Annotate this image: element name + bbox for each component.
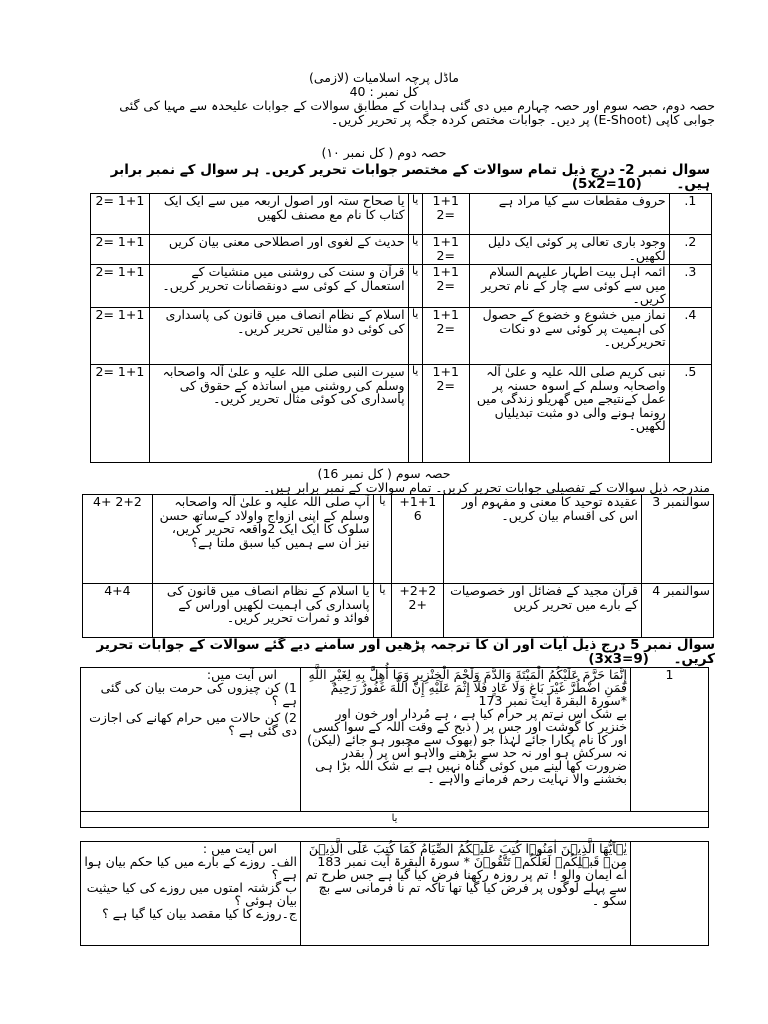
question-b: حدیث کے لغوی اور اصطلاحی معنی بیان کریں: [149, 235, 408, 265]
arabic-verse: يٰۤاَيُّهَا الَّذِيۡنَ اٰمَنُوۡا كُتِبَ عَلَيۡكُمُ الصِّيَامُ كَمَا كُتِبَ عَلَى الَّذِيۡنَ مِنۡ قَبۡلِكُمۡ لَعَلَّكُمۡ تَتَّقُوۡنَ * سورۃ البقرۃ آیت نمبر 183: [308, 841, 627, 869]
or-label: یا: [408, 194, 422, 235]
question2-instruction: سوال نمبر 2- درج ذیل تمام سوالات کے مختصر جوابات تحریر کریں۔ ہر سوال کے نمبر برابر ہیں۔: [110, 162, 710, 192]
question-b: یا صحاح ستہ اور اصول اربعہ میں سے ایک ایک کتاب کا نام مع مصنف لکھیں: [149, 194, 408, 235]
section3-instruction: مندرجہ ذیل سوالات کے تفصیلی جوابات تحریر کریں۔ تمام سوالات کے نمبر برابر ہیں۔: [263, 480, 710, 495]
sub-question: 1) کن چیزوں کی حرمت بیان کی گئی ہے ؟: [100, 680, 297, 708]
question-b: آپ صلی اللہ علیہ و علیٰ آلہ واصحابہ وسلم کے اپنی ازواج واولاد کےساتھ حسن سلوک کا ایک ایک 2واقعہ تحریر کریں، نیز ان سے ہمیں کیا سبق ملتا ہے؟: [152, 495, 373, 584]
questions-cell: [81, 842, 301, 946]
question-a-marks: 1+1 =2: [422, 194, 469, 235]
question-a-marks: 1+1 =2: [422, 365, 469, 463]
instructions: حصہ دوم، حصہ سوم اور حصہ چہارم میں دی گئی ہدایات کے مطابق سوالات کے جوابات علیحدہ سے مہیا کی گئی جوابی کاپی (E-Shoot) پر دیں۔ جوابات مختص کردہ جگہ پر تحریر کریں۔: [119, 98, 715, 127]
question5-marks: (3x3=9): [588, 651, 649, 667]
section3-heading: حصہ سوم ( کل نمبر 16): [317, 466, 451, 481]
row-number: 5.: [669, 365, 711, 463]
table-row: [83, 495, 714, 584]
or-label: یا: [408, 265, 422, 308]
question-b: یا اسلام کے نظام انصاف میں قانون کی پاسداری کی اہمیت لکھیں اوراس کے فوائد و ثمرات تحریر کریں۔: [152, 584, 373, 638]
question-b-marks: 1+1 =2: [91, 365, 150, 463]
question-b: اسلام کے نظام انصاف میں قانون کی پاسداری کی کوئی دو مثالیں تحریر کریں۔: [149, 308, 408, 365]
question-label: سوالنمبر 4: [641, 584, 713, 638]
table-row: [81, 842, 709, 946]
table-row: [91, 265, 712, 308]
table-row: [91, 194, 712, 235]
question-a: قرآن مجید کے فضائل اور خصوصیات کے بارے میں تحریر کریں: [444, 584, 642, 638]
sub-question: ج۔روزے کا کیا مقصد بیان کیا گیا ہے ؟: [102, 906, 297, 921]
question-b-marks: 4+4: [83, 584, 153, 638]
verse-cell: [301, 842, 631, 946]
questions-cell: [81, 668, 301, 812]
sub-question: الف۔ روزے کے بارے میں کیا حکم بیان ہوا ہے ؟: [84, 854, 297, 882]
row-number: 2.: [669, 235, 711, 265]
paper-title: ماڈل پرچہ اسلامیات (لازمی): [309, 70, 459, 85]
sub-question: 2) کن حالات میں حرام کھانے کی اجازت دی گئی ہے ؟: [89, 710, 297, 738]
questions-intro: اس آیت میں:: [206, 667, 277, 682]
or-label: یا: [408, 365, 422, 463]
question-a: عقیدہ توحید کا معنی و مفہوم اور اس کی اقسام بیان کریں۔: [444, 495, 642, 584]
item-number: 1: [631, 668, 709, 812]
item-number: [631, 842, 709, 946]
question2-marks: (5x2=10): [571, 176, 642, 192]
total-marks: کل نمبر : 40: [349, 84, 419, 99]
row-number: 1.: [669, 194, 711, 235]
section4-table-1: [80, 667, 709, 828]
table-row: [81, 812, 709, 828]
question-a: حروف مقطعات سے کیا مراد ہے: [469, 194, 669, 235]
question5-text: [95, 638, 715, 666]
question-a-marks: 2+2+ +2: [392, 584, 444, 638]
question-a: نماز میں خشوع و خضوع کے حصول کی اہمیت پر کوئی سے دو نکات تحریرکریں۔: [469, 308, 669, 365]
or-label: یا: [408, 235, 422, 265]
question-b-marks: 1+1 =2: [91, 194, 150, 235]
question-b: قرآن و سنت کی روشنی میں منشیات کے استعمال کے کوئی سے دونقصانات تحریر کریں۔: [149, 265, 408, 308]
section3-table: [82, 494, 714, 638]
or-label: یا: [373, 584, 392, 638]
arabic-verse: إِنَّمَا حَرَّمَ عَلَيْكُمُ الْمَيْتَةَ وَالدَّمَ وَلَحْمَ الْخِنْزِيرِ وَمَا أُهِلَّ بِهِ لِغَيْرِ اللَّهِ فَمَنِ اضْطُرَّ غَيْرَ بَاغٍ وَلَا عَادٍ فَلَا إِثْمَ عَلَيْهِ إِنَّ اللَّهَ غَفُورٌ رَحِيمٌ *سورۃ البقرۃ آیت نمبر 173: [308, 667, 627, 708]
question-a-marks: 1+1+ 6: [392, 495, 444, 584]
section4-table-2: [80, 841, 709, 946]
question-b-marks: 1+1 =2: [91, 265, 150, 308]
question-b-marks: 2+2 +4: [83, 495, 153, 584]
sub-question: ب گزشتہ امتوں میں روزے کی کیا حیثیت بیان ہوئی ؟: [86, 880, 297, 908]
table-row: [91, 235, 712, 265]
table-row: [91, 308, 712, 365]
verse-translation: اے ایمان والو ! تم پر روزہ رکھنا فرض کیا گیا ہے جس طرح تم سے پہلے لوگوں پر فرض کیا گیا تھا تاکہ تم نا فرمانی سے بچ سکو ۔: [305, 867, 627, 908]
question-a-marks: 1+1 =2: [422, 265, 469, 308]
question-b-marks: 1+1 =2: [91, 308, 150, 365]
question-label: سوالنمبر 3: [641, 495, 713, 584]
table-row: [91, 365, 712, 463]
question-a: وجود باری تعالی پر کوئی ایک دلیل لکھیں۔: [469, 235, 669, 265]
questions-intro: اس آیت میں :: [202, 841, 277, 856]
question-a: نبی کریم صلی اللہ علیہ و علیٰ آلہ واصحابہ وسلم کے اسوہ حسنہ پر عمل کےنتیجے میں گھریلو زندگی میں رونما ہونے والی دو مثبت تبدیلیاں لکھیں۔: [469, 365, 669, 463]
question-a-marks: 1+1 =2: [422, 308, 469, 365]
row-number: 3.: [669, 265, 711, 308]
or-label: یا: [408, 308, 422, 365]
question-a-marks: 1+1 =2: [422, 235, 469, 265]
question5-instruction: سوال نمبر 5 درج ذیل آیات اور ان کا ترجمہ پڑھیں اور سامنے دیے گئے سوالات کے جوابات تحریر کریں۔: [96, 637, 715, 667]
section2-heading: حصہ دوم ( کل نمبر ۱۰): [321, 145, 447, 160]
question-b: سیرت النبی صلی اللہ علیہ و علیٰ آلہ واصحابہ وسلم کی روشنی میں اساتذہ کے حقوق کی پاسداری کی کوئی مثال تحریر کریں۔: [149, 365, 408, 463]
or-label: یا: [373, 495, 392, 584]
row-number: 4.: [669, 308, 711, 365]
verse-cell: [301, 668, 631, 812]
table-row: [83, 584, 714, 638]
section2-table: [90, 193, 712, 463]
question-a: ائمہ اہل بیت اطہار علیہم السلام میں سے کوئی سے چار کے نام تحریر کریں۔: [469, 265, 669, 308]
or-label: یا: [81, 812, 709, 828]
table-row: [81, 668, 709, 812]
question2-text: [95, 163, 710, 191]
question-b-marks: 1+1 =2: [91, 235, 150, 265]
verse-translation: بے شک اس نےتم پر حرام کیا ہے ، ہے مُردار اور خون اور خنزیر کا گوشت اور جس پر ( ذبح کے وقت اللہ کے سوا کسی اور کا نام پکارا جائے لہٰذا جو (بھوک سے مجبور ہو جائے (لیکن) نہ سرکش ہو اور نہ حد سے بڑھنے والاہو اُس پر ( بقدر ضرورت کھا لینے میں کوئی گناہ نہیں ہے بے شک اللہ بڑا ہی بخشنے والا نہایت رحم فرمانے والاہے ۔: [307, 706, 627, 786]
